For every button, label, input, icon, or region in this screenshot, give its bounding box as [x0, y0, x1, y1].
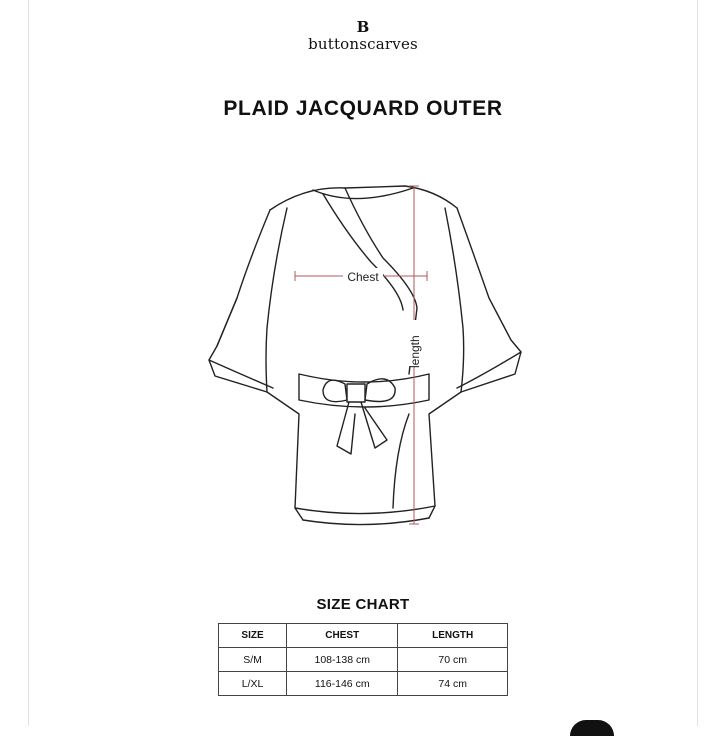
cell-size: L/XL [219, 672, 287, 696]
outer-garment-diagram [195, 178, 535, 528]
table-header-row [219, 624, 508, 648]
bow-right-tail [361, 402, 387, 448]
garment-outline [209, 186, 521, 525]
corner-decoration [570, 720, 614, 736]
bow-left-loop [323, 380, 347, 401]
cell-chest: 108-138 cm [287, 648, 398, 672]
table-row [219, 672, 508, 696]
brand-name: buttonscarves [308, 35, 418, 53]
header-size: SIZE [219, 624, 287, 648]
size-chart-table [218, 623, 508, 696]
bow-knot [347, 384, 365, 402]
table-row [219, 648, 508, 672]
cell-length: 70 cm [398, 648, 508, 672]
brand-mark: B [356, 18, 370, 36]
size-chart-title: SIZE CHART [316, 596, 410, 613]
cell-length: 74 cm [398, 672, 508, 696]
bow-right-loop [365, 379, 395, 402]
right-side-outline [429, 208, 521, 518]
cell-chest: 116-146 cm [287, 672, 398, 696]
header-chest: CHEST [287, 624, 398, 648]
length-label: length [408, 335, 422, 368]
product-title: PLAID JACQUARD OUTER [223, 97, 503, 120]
bow-left-tail [337, 402, 355, 454]
left-side-outline [209, 210, 303, 520]
cell-size: S/M [219, 648, 287, 672]
back-neck-line [313, 188, 413, 199]
chest-label: Chest [347, 270, 379, 284]
header-length: LENGTH [398, 624, 508, 648]
brand-logo [0, 20, 726, 53]
